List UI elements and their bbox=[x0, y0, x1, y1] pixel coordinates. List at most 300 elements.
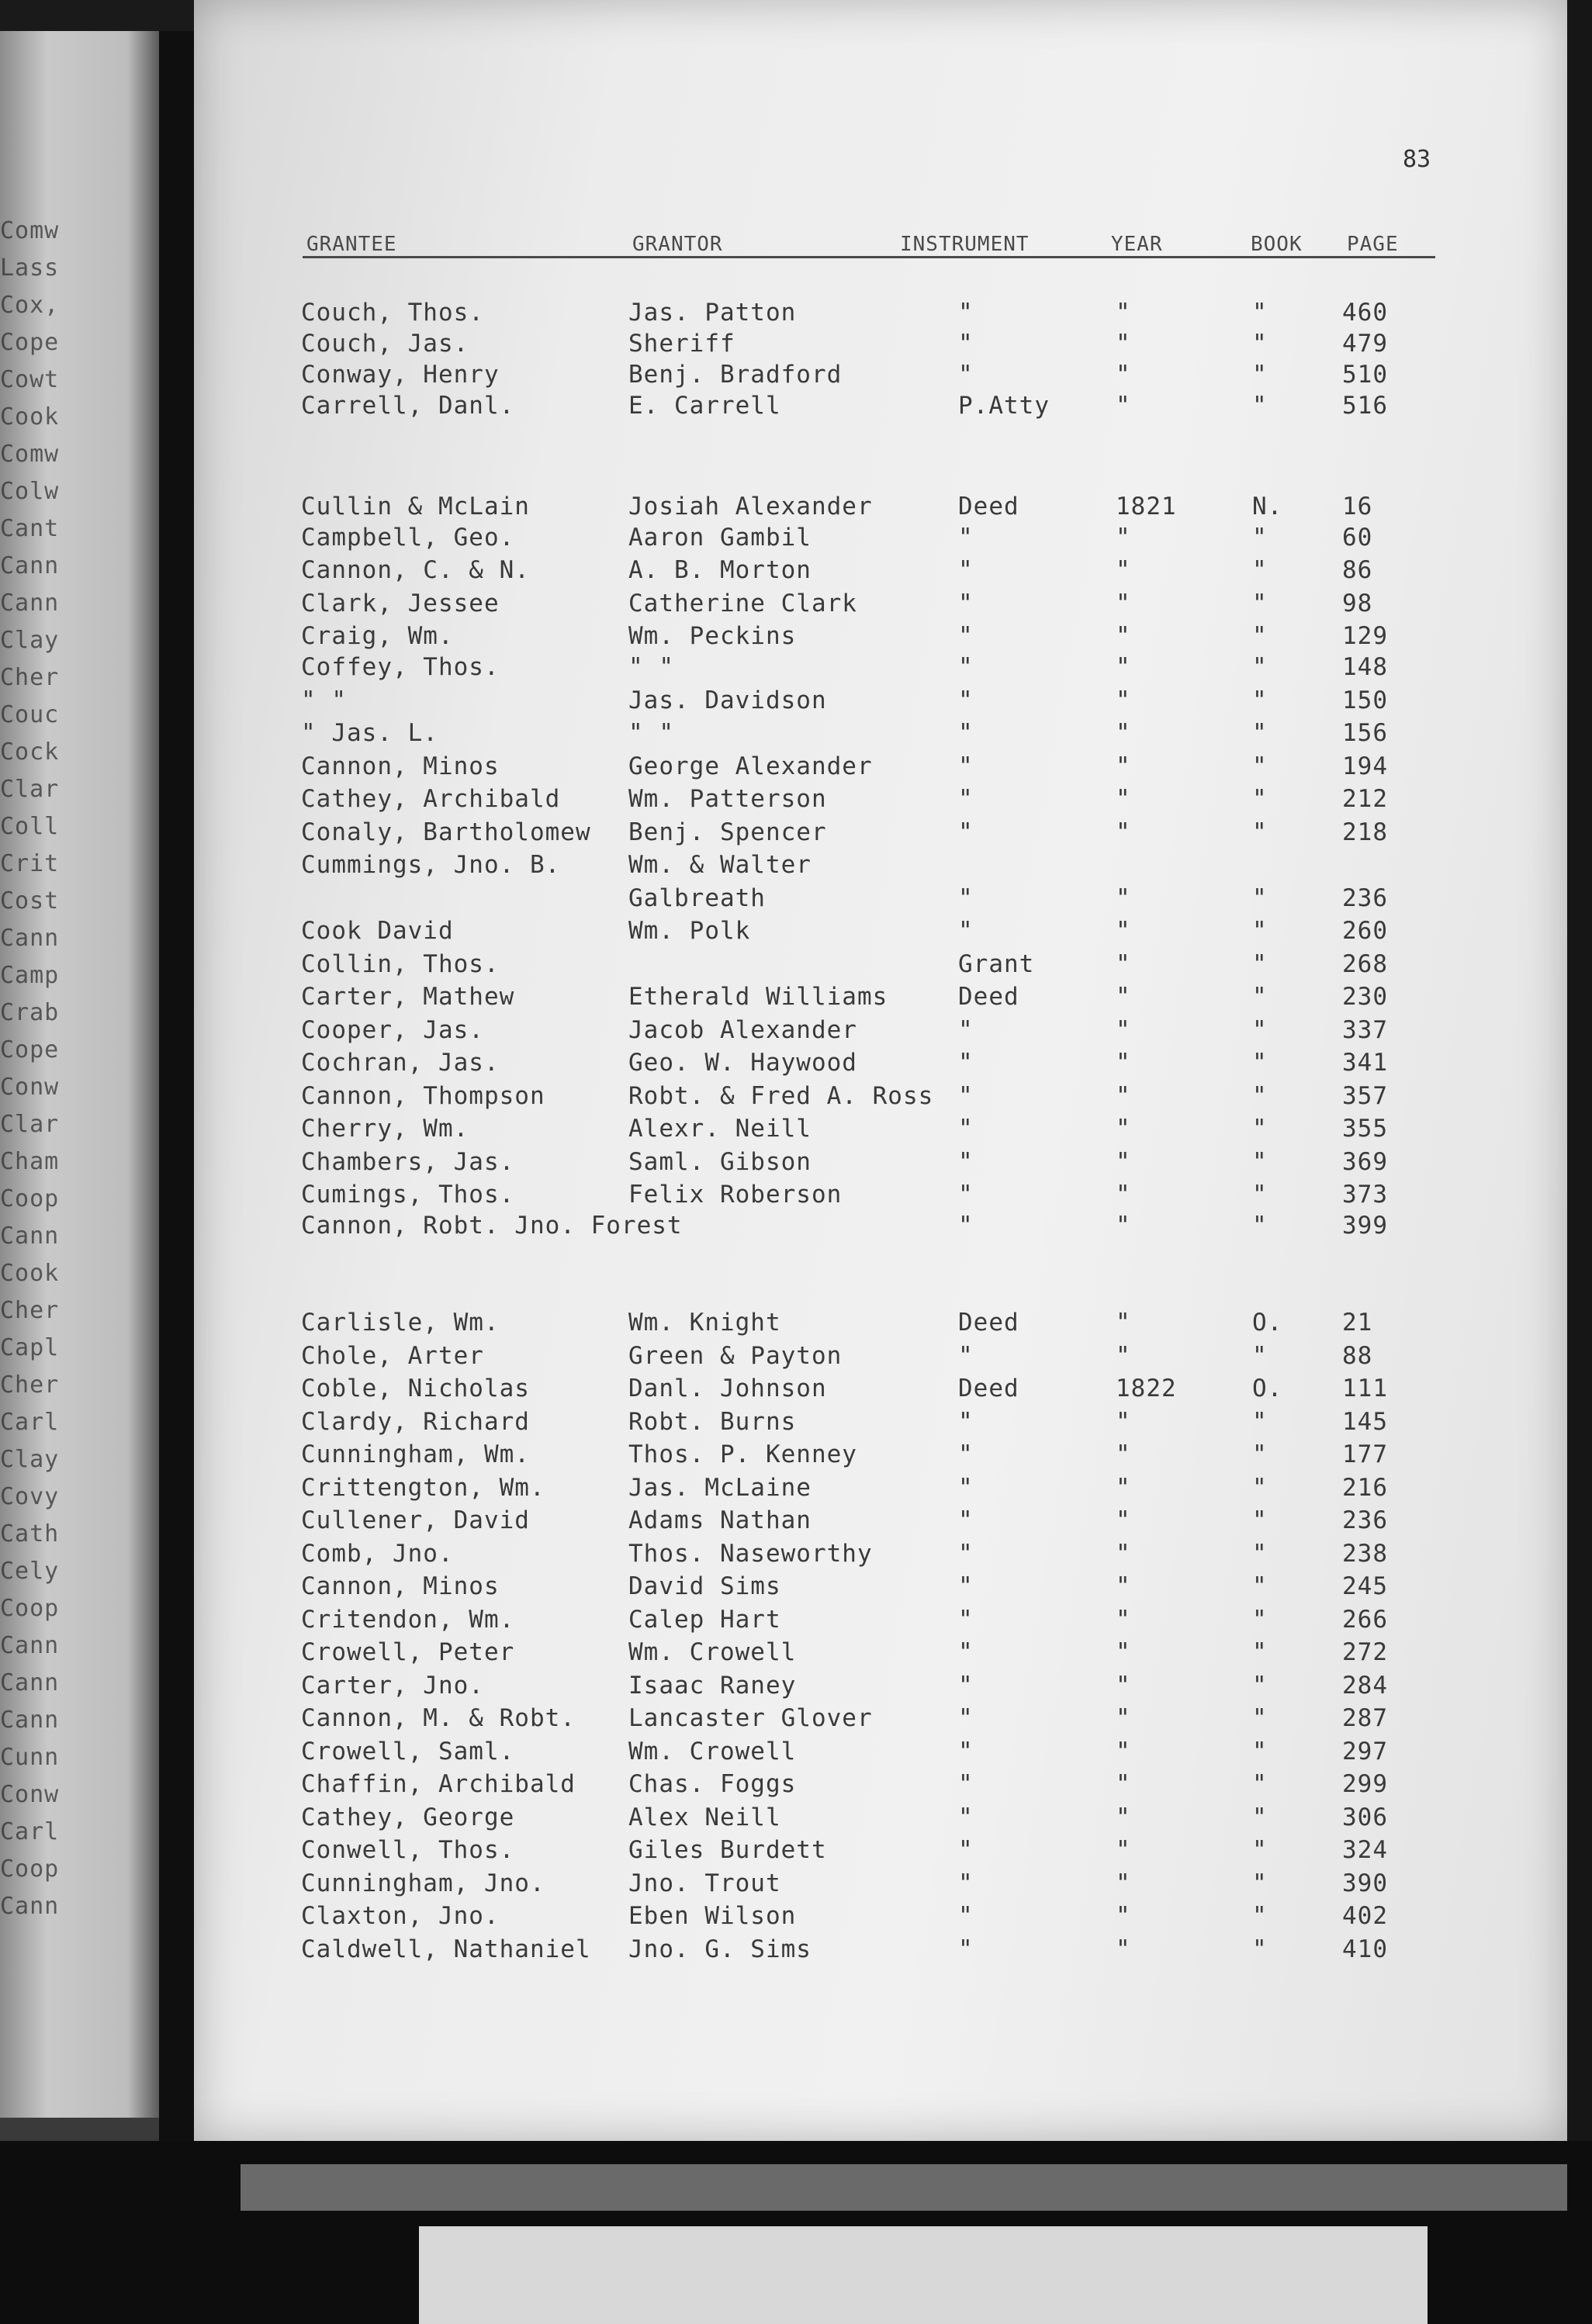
row-instrument: " bbox=[958, 1902, 974, 1930]
adjacent-page-text: Clay bbox=[0, 1446, 60, 1473]
row-grantor: Etherald Williams bbox=[628, 983, 888, 1011]
row-instrument: " bbox=[958, 524, 974, 552]
row-grantor: Wm. & Walter bbox=[628, 851, 812, 879]
header-grantee: GRANTEE bbox=[306, 233, 397, 256]
row-grantee: " Jas. L. bbox=[301, 719, 438, 747]
row-book: " bbox=[1252, 299, 1268, 327]
row-page: 410 bbox=[1342, 1935, 1388, 1963]
row-instrument: " bbox=[958, 1049, 974, 1077]
row-page: 21 bbox=[1342, 1309, 1373, 1337]
row-grantor: Jas. McLaine bbox=[628, 1474, 812, 1502]
row-instrument: " bbox=[958, 590, 974, 617]
row-year: " bbox=[1116, 983, 1131, 1011]
row-grantee: Cook David bbox=[301, 917, 454, 945]
row-grantee: Cannon, Robt. Jno. Forest bbox=[301, 1212, 683, 1240]
adjacent-page-text: Cath bbox=[0, 1520, 60, 1548]
adjacent-page-text: Coop bbox=[0, 1185, 60, 1212]
adjacent-page-text: Cock bbox=[0, 738, 60, 766]
adjacent-page-text: Clay bbox=[0, 627, 60, 654]
row-grantee: Carrell, Danl. bbox=[301, 392, 515, 420]
adjacent-page-text: Carl bbox=[0, 1409, 60, 1436]
row-grantor: Jas. Patton bbox=[628, 299, 797, 327]
adjacent-page-text: Colw bbox=[0, 478, 60, 505]
row-page: 260 bbox=[1342, 917, 1388, 945]
row-page: 245 bbox=[1342, 1572, 1388, 1600]
row-instrument: " bbox=[958, 884, 974, 912]
row-instrument: Deed bbox=[958, 1309, 1019, 1337]
row-grantor: " " bbox=[628, 653, 674, 681]
row-year: " bbox=[1116, 1049, 1131, 1077]
row-page: 297 bbox=[1342, 1738, 1388, 1765]
row-page: 479 bbox=[1342, 330, 1388, 358]
row-grantor: Alexr. Neill bbox=[628, 1115, 812, 1143]
row-year: " bbox=[1116, 1804, 1131, 1831]
row-grantor: Aaron Gambil bbox=[628, 524, 812, 552]
row-year: " bbox=[1116, 686, 1131, 714]
row-instrument: Deed bbox=[958, 1375, 1019, 1402]
row-instrument: " bbox=[958, 1540, 974, 1568]
row-grantor: Chas. Foggs bbox=[628, 1770, 797, 1798]
row-grantee: Caldwell, Nathaniel bbox=[301, 1935, 591, 1963]
row-book: " bbox=[1252, 1181, 1268, 1209]
row-grantor: Geo. W. Haywood bbox=[628, 1049, 857, 1077]
row-grantor: Wm. Patterson bbox=[628, 785, 827, 813]
adjacent-page-text: Carl bbox=[0, 1818, 60, 1845]
row-grantor: Robt. & Fred A. Ross bbox=[628, 1082, 934, 1110]
row-grantor: Thos. Naseworthy bbox=[628, 1540, 873, 1568]
adjacent-page-fragment bbox=[0, 31, 159, 2118]
row-book: " bbox=[1252, 1212, 1268, 1240]
row-grantee: Couch, Jas. bbox=[301, 330, 469, 358]
row-instrument: " bbox=[958, 1506, 974, 1534]
row-year: " bbox=[1116, 1181, 1131, 1209]
row-book: " bbox=[1252, 1704, 1268, 1732]
row-year: " bbox=[1116, 1474, 1131, 1502]
row-grantee: Cannon, Minos bbox=[301, 1572, 500, 1600]
row-year: " bbox=[1116, 917, 1131, 945]
row-page: 272 bbox=[1342, 1638, 1388, 1666]
row-grantee: Cannon, Minos bbox=[301, 752, 500, 780]
row-grantor: Josiah Alexander bbox=[628, 493, 873, 520]
row-grantee: Carter, Jno. bbox=[301, 1672, 484, 1700]
row-year: " bbox=[1116, 1738, 1131, 1765]
row-grantor: David Sims bbox=[628, 1572, 781, 1600]
adjacent-page-text: Coop bbox=[0, 1855, 60, 1883]
row-year: " bbox=[1116, 1704, 1131, 1732]
row-instrument: " bbox=[958, 1935, 974, 1963]
row-grantor: Eben Wilson bbox=[628, 1902, 797, 1930]
row-grantee: Cannon, Thompson bbox=[301, 1082, 545, 1110]
row-page: 88 bbox=[1342, 1342, 1373, 1370]
row-instrument: " bbox=[958, 1016, 974, 1044]
row-year: " bbox=[1116, 330, 1131, 358]
row-instrument: " bbox=[958, 1212, 974, 1240]
row-book: " bbox=[1252, 1408, 1268, 1436]
row-book: " bbox=[1252, 524, 1268, 552]
row-book: " bbox=[1252, 1016, 1268, 1044]
row-grantor: Saml. Gibson bbox=[628, 1148, 812, 1176]
row-year: " bbox=[1116, 556, 1131, 584]
row-year: " bbox=[1116, 1869, 1131, 1897]
row-grantee: Cunningham, Jno. bbox=[301, 1869, 545, 1897]
row-year: " bbox=[1116, 1148, 1131, 1176]
row-grantor: Adams Nathan bbox=[628, 1506, 812, 1534]
row-grantee: Chambers, Jas. bbox=[301, 1148, 515, 1176]
row-grantor: Isaac Raney bbox=[628, 1672, 797, 1700]
row-year: " bbox=[1116, 392, 1131, 420]
row-year: " bbox=[1116, 719, 1131, 747]
row-page: 460 bbox=[1342, 299, 1388, 327]
adjacent-page-text: Cann bbox=[0, 590, 60, 617]
header-instrument: INSTRUMENT bbox=[900, 233, 1030, 256]
row-year: " bbox=[1116, 1606, 1131, 1634]
row-instrument: " bbox=[958, 1342, 974, 1370]
row-book: " bbox=[1252, 1115, 1268, 1143]
row-instrument: " bbox=[958, 1115, 974, 1143]
row-book: " bbox=[1252, 1148, 1268, 1176]
row-grantor: Catherine Clark bbox=[628, 590, 857, 617]
adjacent-page-text: Cope bbox=[0, 1036, 60, 1063]
row-grantee: Cannon, C. & N. bbox=[301, 556, 530, 584]
row-book: " bbox=[1252, 1804, 1268, 1831]
row-instrument: " bbox=[958, 818, 974, 846]
row-grantor: Jas. Davidson bbox=[628, 686, 827, 714]
row-grantee: Coffey, Thos. bbox=[301, 653, 500, 681]
row-year: " bbox=[1116, 1408, 1131, 1436]
row-instrument: " bbox=[958, 653, 974, 681]
row-page: 266 bbox=[1342, 1606, 1388, 1634]
row-page: 284 bbox=[1342, 1672, 1388, 1700]
adjacent-page-text: Cope bbox=[0, 329, 60, 356]
row-year: " bbox=[1116, 752, 1131, 780]
row-year: " bbox=[1116, 653, 1131, 681]
adjacent-page-text: Cann bbox=[0, 925, 60, 952]
row-book: " bbox=[1252, 556, 1268, 584]
row-instrument: " bbox=[958, 686, 974, 714]
adjacent-page-text: Lass bbox=[0, 254, 60, 282]
adjacent-page-text: Crab bbox=[0, 999, 60, 1026]
adjacent-page-text: Coop bbox=[0, 1595, 60, 1622]
row-book: " bbox=[1252, 330, 1268, 358]
adjacent-page-text: Cann bbox=[0, 1223, 60, 1250]
row-page: 145 bbox=[1342, 1408, 1388, 1436]
adjacent-page-text: Camp bbox=[0, 962, 60, 989]
row-page: 306 bbox=[1342, 1804, 1388, 1831]
row-year: " bbox=[1116, 1935, 1131, 1963]
row-year: " bbox=[1116, 1672, 1131, 1700]
row-grantor: Wm. Knight bbox=[628, 1309, 781, 1337]
row-book: O. bbox=[1252, 1309, 1283, 1337]
row-book: " bbox=[1252, 622, 1268, 650]
adjacent-page-text: Crit bbox=[0, 850, 60, 877]
row-year: " bbox=[1116, 785, 1131, 813]
adjacent-page-text: Cham bbox=[0, 1148, 60, 1175]
row-book: " bbox=[1252, 1440, 1268, 1468]
adjacent-page-text: Cann bbox=[0, 1669, 60, 1696]
row-year: " bbox=[1116, 590, 1131, 617]
row-instrument: " bbox=[958, 361, 974, 389]
adjacent-page-text: Cann bbox=[0, 1632, 60, 1659]
row-book: " bbox=[1252, 1474, 1268, 1502]
row-page: 236 bbox=[1342, 1506, 1388, 1534]
row-page: 337 bbox=[1342, 1016, 1388, 1044]
row-grantee: Conaly, Bartholomew bbox=[301, 818, 591, 846]
row-instrument: " bbox=[958, 752, 974, 780]
row-book: " bbox=[1252, 1049, 1268, 1077]
row-grantee: Cumings, Thos. bbox=[301, 1181, 515, 1209]
row-book: " bbox=[1252, 1770, 1268, 1798]
row-grantee: Cannon, M. & Robt. bbox=[301, 1704, 576, 1732]
row-year: " bbox=[1116, 1440, 1131, 1468]
row-grantor: Danl. Johnson bbox=[628, 1375, 827, 1402]
adjacent-page-text: Cher bbox=[0, 1371, 60, 1399]
header-book: BOOK bbox=[1251, 233, 1303, 256]
row-page: 373 bbox=[1342, 1181, 1388, 1209]
row-book: O. bbox=[1252, 1375, 1283, 1402]
row-book: " bbox=[1252, 1638, 1268, 1666]
row-year: " bbox=[1116, 1212, 1131, 1240]
header-rule bbox=[303, 256, 1435, 258]
adjacent-page-text: Cost bbox=[0, 887, 60, 915]
row-grantor: Wm. Peckins bbox=[628, 622, 797, 650]
row-page: 399 bbox=[1342, 1212, 1388, 1240]
row-instrument: " bbox=[958, 917, 974, 945]
row-page: 402 bbox=[1342, 1902, 1388, 1930]
row-grantee: Crittengton, Wm. bbox=[301, 1474, 545, 1502]
row-book: " bbox=[1252, 752, 1268, 780]
row-book: " bbox=[1252, 1836, 1268, 1864]
row-grantee: Craig, Wm. bbox=[301, 622, 454, 650]
row-year: " bbox=[1116, 1082, 1131, 1110]
row-grantee: Coble, Nicholas bbox=[301, 1375, 530, 1402]
row-book: " bbox=[1252, 983, 1268, 1011]
row-page: 236 bbox=[1342, 884, 1388, 912]
row-instrument: P.Atty bbox=[958, 392, 1050, 420]
row-instrument: Grant bbox=[958, 950, 1035, 978]
row-grantor: Alex Neill bbox=[628, 1804, 781, 1831]
row-grantor: A. B. Morton bbox=[628, 556, 812, 584]
row-grantee: Cullener, David bbox=[301, 1506, 530, 1534]
row-year: " bbox=[1116, 1342, 1131, 1370]
row-page: 60 bbox=[1342, 524, 1373, 552]
adjacent-page-text: Clar bbox=[0, 776, 60, 803]
adjacent-page-text: Cunn bbox=[0, 1744, 60, 1771]
row-book: " bbox=[1252, 653, 1268, 681]
row-book: " bbox=[1252, 950, 1268, 978]
row-book: " bbox=[1252, 1738, 1268, 1765]
row-grantee: Claxton, Jno. bbox=[301, 1902, 500, 1930]
row-book: " bbox=[1252, 785, 1268, 813]
adjacent-page-text: Cann bbox=[0, 552, 60, 579]
row-page: 369 bbox=[1342, 1148, 1388, 1176]
row-page: 299 bbox=[1342, 1770, 1388, 1798]
row-instrument: " bbox=[958, 1770, 974, 1798]
row-page: 156 bbox=[1342, 719, 1388, 747]
row-instrument: " bbox=[958, 1082, 974, 1110]
row-page: 150 bbox=[1342, 686, 1388, 714]
adjacent-page-text: Cant bbox=[0, 515, 60, 542]
row-book: " bbox=[1252, 1342, 1268, 1370]
row-grantee: Comb, Jno. bbox=[301, 1540, 454, 1568]
row-year: " bbox=[1116, 361, 1131, 389]
row-grantor: Jacob Alexander bbox=[628, 1016, 857, 1044]
row-book: " bbox=[1252, 1935, 1268, 1963]
row-grantor: Sheriff bbox=[628, 330, 735, 358]
row-year: " bbox=[1116, 1770, 1131, 1798]
header-year: YEAR bbox=[1111, 233, 1163, 256]
row-grantee: Critendon, Wm. bbox=[301, 1606, 515, 1634]
row-book: " bbox=[1252, 1869, 1268, 1897]
row-instrument: " bbox=[958, 1704, 974, 1732]
row-page: 177 bbox=[1342, 1440, 1388, 1468]
header-page: PAGE bbox=[1347, 233, 1399, 256]
row-year: " bbox=[1116, 524, 1131, 552]
row-page: 238 bbox=[1342, 1540, 1388, 1568]
adjacent-page-text: Comw bbox=[0, 441, 60, 468]
adjacent-page-text: Conw bbox=[0, 1781, 60, 1808]
adjacent-page-text: Cann bbox=[0, 1893, 60, 1920]
row-page: 510 bbox=[1342, 361, 1388, 389]
row-grantee: Cullin & McLain bbox=[301, 493, 530, 520]
row-grantee: Conwell, Thos. bbox=[301, 1836, 515, 1864]
row-year: " bbox=[1116, 1638, 1131, 1666]
row-grantor: Lancaster Glover bbox=[628, 1704, 873, 1732]
row-page: 86 bbox=[1342, 556, 1373, 584]
adjacent-page-text: Clar bbox=[0, 1111, 60, 1138]
row-year: " bbox=[1116, 299, 1131, 327]
row-instrument: " bbox=[958, 1440, 974, 1468]
adjacent-page-text: Cann bbox=[0, 1707, 60, 1734]
row-year: " bbox=[1116, 1016, 1131, 1044]
adjacent-page-text: Cook bbox=[0, 403, 60, 431]
row-grantee: Clark, Jessee bbox=[301, 590, 500, 617]
row-grantor: E. Carrell bbox=[628, 392, 781, 420]
row-page: 111 bbox=[1342, 1375, 1388, 1402]
adjacent-page-text: Cely bbox=[0, 1558, 60, 1585]
row-book: " bbox=[1252, 818, 1268, 846]
row-grantee: Clardy, Richard bbox=[301, 1408, 530, 1436]
row-grantee: Campbell, Geo. bbox=[301, 524, 515, 552]
row-grantor: Thos. P. Kenney bbox=[628, 1440, 857, 1468]
row-grantee: Carter, Mathew bbox=[301, 983, 515, 1011]
row-instrument: " bbox=[958, 1181, 974, 1209]
row-grantor: Green & Payton bbox=[628, 1342, 843, 1370]
row-page: 98 bbox=[1342, 590, 1373, 617]
row-page: 194 bbox=[1342, 752, 1388, 780]
row-grantor: Jno. Trout bbox=[628, 1869, 781, 1897]
row-instrument: " bbox=[958, 330, 974, 358]
row-book: " bbox=[1252, 1672, 1268, 1700]
row-grantee: Couch, Thos. bbox=[301, 299, 484, 327]
adjacent-page-text: Covy bbox=[0, 1483, 60, 1510]
row-year: " bbox=[1116, 1572, 1131, 1600]
row-grantee: Cochran, Jas. bbox=[301, 1049, 500, 1077]
row-grantor: Felix Roberson bbox=[628, 1181, 843, 1209]
row-instrument: " bbox=[958, 299, 974, 327]
film-strip bbox=[241, 2164, 1567, 2211]
adjacent-page-text: Cook bbox=[0, 1260, 60, 1287]
row-instrument: " bbox=[958, 1804, 974, 1831]
row-page: 218 bbox=[1342, 818, 1388, 846]
row-book: " bbox=[1252, 361, 1268, 389]
page-gutter bbox=[159, 31, 194, 2141]
row-grantor: Robt. Burns bbox=[628, 1408, 797, 1436]
row-year: " bbox=[1116, 1115, 1131, 1143]
row-page: 287 bbox=[1342, 1704, 1388, 1732]
header-grantor: GRANTOR bbox=[632, 233, 723, 256]
adjacent-page-text: Couc bbox=[0, 701, 60, 728]
row-instrument: " bbox=[958, 1638, 974, 1666]
row-year: 1821 bbox=[1116, 493, 1177, 520]
row-grantee: Crowell, Peter bbox=[301, 1638, 515, 1666]
row-page: 268 bbox=[1342, 950, 1388, 978]
row-year: 1822 bbox=[1116, 1375, 1177, 1402]
adjacent-page-text: Capl bbox=[0, 1334, 60, 1361]
row-book: " bbox=[1252, 1082, 1268, 1110]
adjacent-page-text: Cowt bbox=[0, 366, 60, 393]
row-grantee: Cathey, George bbox=[301, 1804, 515, 1831]
row-page: 230 bbox=[1342, 983, 1388, 1011]
row-grantee: " " bbox=[301, 686, 347, 714]
page-number: 83 bbox=[1403, 146, 1431, 173]
adjacent-page-text: Comw bbox=[0, 217, 60, 244]
row-page: 216 bbox=[1342, 1474, 1388, 1502]
row-grantor: Galbreath bbox=[628, 884, 766, 912]
row-instrument: " bbox=[958, 1869, 974, 1897]
row-grantor: " " bbox=[628, 719, 674, 747]
row-instrument: " bbox=[958, 719, 974, 747]
row-year: " bbox=[1116, 1506, 1131, 1534]
row-page: 355 bbox=[1342, 1115, 1388, 1143]
row-grantor: Wm. Crowell bbox=[628, 1638, 797, 1666]
row-page: 129 bbox=[1342, 622, 1388, 650]
row-instrument: Deed bbox=[958, 493, 1019, 520]
row-page: 390 bbox=[1342, 1869, 1388, 1897]
row-grantor: Jno. G. Sims bbox=[628, 1935, 812, 1963]
row-page: 16 bbox=[1342, 493, 1373, 520]
adjacent-page-text: Cher bbox=[0, 1297, 60, 1324]
row-year: " bbox=[1116, 950, 1131, 978]
adjacent-page-text: Conw bbox=[0, 1074, 60, 1101]
row-instrument: " bbox=[958, 785, 974, 813]
row-page: 324 bbox=[1342, 1836, 1388, 1864]
row-page: 212 bbox=[1342, 785, 1388, 813]
row-grantee: Collin, Thos. bbox=[301, 950, 500, 978]
row-page: 148 bbox=[1342, 653, 1388, 681]
row-grantor: Benj. Spencer bbox=[628, 818, 827, 846]
row-book: " bbox=[1252, 590, 1268, 617]
row-instrument: " bbox=[958, 1408, 974, 1436]
row-instrument: " bbox=[958, 1606, 974, 1634]
adjacent-page-text: Cher bbox=[0, 664, 60, 691]
row-instrument: " bbox=[958, 1572, 974, 1600]
row-instrument: " bbox=[958, 556, 974, 584]
row-instrument: " bbox=[958, 1474, 974, 1502]
row-year: " bbox=[1116, 622, 1131, 650]
row-grantor: Calep Hart bbox=[628, 1606, 781, 1634]
row-grantee: Chole, Arter bbox=[301, 1342, 484, 1370]
film-border-right bbox=[1567, 0, 1592, 2324]
row-book: " bbox=[1252, 719, 1268, 747]
row-instrument: " bbox=[958, 622, 974, 650]
row-book: " bbox=[1252, 884, 1268, 912]
row-grantee: Chaffin, Archibald bbox=[301, 1770, 576, 1798]
row-grantee: Cooper, Jas. bbox=[301, 1016, 484, 1044]
adjacent-page-text: Cox, bbox=[0, 292, 60, 319]
row-grantee: Crowell, Saml. bbox=[301, 1738, 515, 1765]
row-grantee: Cunningham, Wm. bbox=[301, 1440, 530, 1468]
row-grantor: George Alexander bbox=[628, 752, 873, 780]
